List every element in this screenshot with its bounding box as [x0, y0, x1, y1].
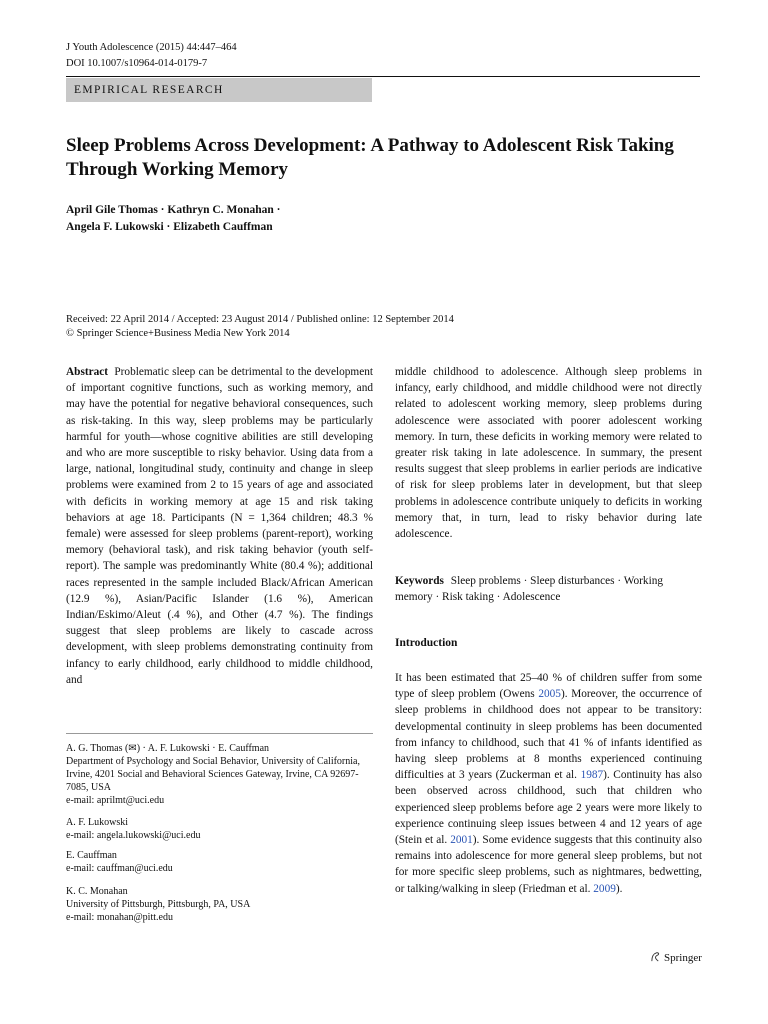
springer-horse-icon	[650, 951, 661, 962]
intro-text-1: It has been estimated that 25–40 % of children suffer from some type of sleep problem (Owens	[395, 672, 702, 701]
footnote-monahan	[66, 885, 373, 924]
abstract-heading: Abstract	[66, 366, 109, 378]
article-title: Sleep Problems Across Development: A Pathway to Adolescent Risk Taking Through Working Memory	[66, 135, 674, 180]
abstract-left-column	[66, 364, 373, 688]
keywords	[395, 573, 702, 605]
fn-email-thomas[interactable]: e-mail: aprilmt@uci.edu	[66, 795, 165, 806]
dates-line: Received: 22 April 2014 / Accepted: 23 August 2014 / Published online: 12 September 2014	[66, 314, 454, 325]
doi: DOI 10.1007/s10964-014-0179-7	[66, 58, 208, 69]
abstract-right-column: middle childhood to adolescence. Although sleep problems in infancy, early childhood, and middle childhood were not directly related to adolescent working memory, sleep problems during adolescence were associated with poorer adolescent working memory. In turn, these deficits in working memory were related to greater risk taking in late adolescence. In summary, the present results suggest that sleep problems in earlier periods are indicative of risk for sleep problems later in development, but that sleep problems in adolescence contribute uniquely to deficits in working memory that, in turn, lead to risky behavior during late adolescence.	[395, 366, 702, 541]
fn-name-lukowski: A. F. Lukowski	[66, 817, 128, 828]
fn-authors: A. G. Thomas (✉) · A. F. Lukowski · E. Cauffman	[66, 743, 270, 754]
intro-text-3: ). Continuity has also been observed across childhood, such that children who experienced sleep problems before age 2 years were more likely to experience continuing sleep issues between 4 and 12 years of age (Stein et al.	[395, 769, 702, 847]
fn-email-cauffman[interactable]: e-mail: cauffman@uci.edu	[66, 863, 173, 874]
citation-link-stein[interactable]: 2001	[450, 834, 473, 847]
fn-email-monahan[interactable]: e-mail: monahan@pitt.edu	[66, 912, 173, 923]
fn-email-lukowski[interactable]: e-mail: angela.lukowski@uci.edu	[66, 830, 201, 841]
intro-text-2: ). Moreover, the occurrence of sleep problems in childhood does not appear to be transitory: developmental continuity in sleep problems has been documented from infancy to childhood, such that 41 % of infants identified as having sleep problems at 8 months experienced continuing difficulties at 3 years (Zuckerman et al.	[395, 688, 702, 782]
fn-affiliation-monahan: University of Pittsburgh, Pittsburgh, PA, USA	[66, 899, 251, 910]
introduction-text	[395, 670, 702, 897]
authors-line-1: April Gile Thomas · Kathryn C. Monahan ·	[66, 204, 281, 216]
fn-affiliation: Department of Psychology and Social Behavior, University of California, Irvine, 4201 Social and Behavioral Sciences Gateway, Irvine, CA 92697-7085, USA	[66, 756, 360, 793]
author-list	[66, 202, 666, 236]
citation-link-owens[interactable]: 2005	[538, 688, 561, 701]
footnote-cauffman	[66, 849, 373, 875]
citation-link-friedman[interactable]: 2009	[593, 882, 616, 895]
fn-name-monahan: K. C. Monahan	[66, 886, 128, 897]
journal-header	[66, 40, 237, 72]
publication-dates	[66, 313, 706, 341]
abstract-text-left: Problematic sleep can be detrimental to the development of important cognitive functions, such as working memory, and may have the potential for negative behavioral consequences, such as risk-taking. In this way, sleep problems may be particularly harmful for youth—whose cognitive abilities are still developing and who are more susceptible to risky behavior. Using data from a large, national, longitudinal study, continuity and change in sleep problems were examined from 2 to 15 years of age and associated with deficits in working memory at age 15 and risk taking behaviors at age 18. Participants (N = 1,364 children; 48.3 % female) were assessed for sleep problems (parent-report), working memory (behavioral task), and risk taking behavior (youth self-report). The sample was predominantly White (80.4 %); additional races represented in the sample included Black/African American (12.9 %), Asian/Pacific Islander (1.6 %), American Indian/Eskimo/Aleut (.4 %), and Other (4.7 %). The findings suggest that sleep problems are likely to cascade across development, with sleep problems demonstrating continuity from infancy to early childhood, early childhood to middle childhood, and	[66, 366, 373, 686]
footnote-rule	[66, 733, 373, 734]
header-rule	[66, 76, 700, 77]
footnote-lukowski	[66, 816, 373, 842]
authors-line-2: Angela F. Lukowski · Elizabeth Cauffman	[66, 221, 273, 233]
journal-citation: J Youth Adolescence (2015) 44:447–464	[66, 42, 237, 53]
publisher-name: Springer	[664, 952, 702, 964]
intro-text-5: ).	[615, 882, 623, 895]
keywords-heading: Keywords	[395, 575, 444, 587]
intro-text-4: ). Some evidence suggests that this continuity also remains into adolescence for more general sleep problems, but not for more specific sleep problems, such as nightmares, bedwetting, or talking/walking in sleep (Friedman et al.	[395, 834, 702, 895]
fn-name-cauffman: E. Cauffman	[66, 850, 117, 861]
copyright-line: © Springer Science+Business Media New York 2014	[66, 328, 290, 339]
footnote-thomas	[66, 742, 373, 807]
citation-link-zuckerman[interactable]: 1987	[580, 769, 604, 782]
publisher-logo	[650, 951, 702, 964]
keywords-text: Sleep problems · Sleep disturbances · Working memory · Risk taking · Adolescence	[395, 575, 664, 604]
introduction-heading: Introduction	[395, 637, 458, 649]
section-banner: EMPIRICAL RESEARCH	[66, 78, 372, 102]
